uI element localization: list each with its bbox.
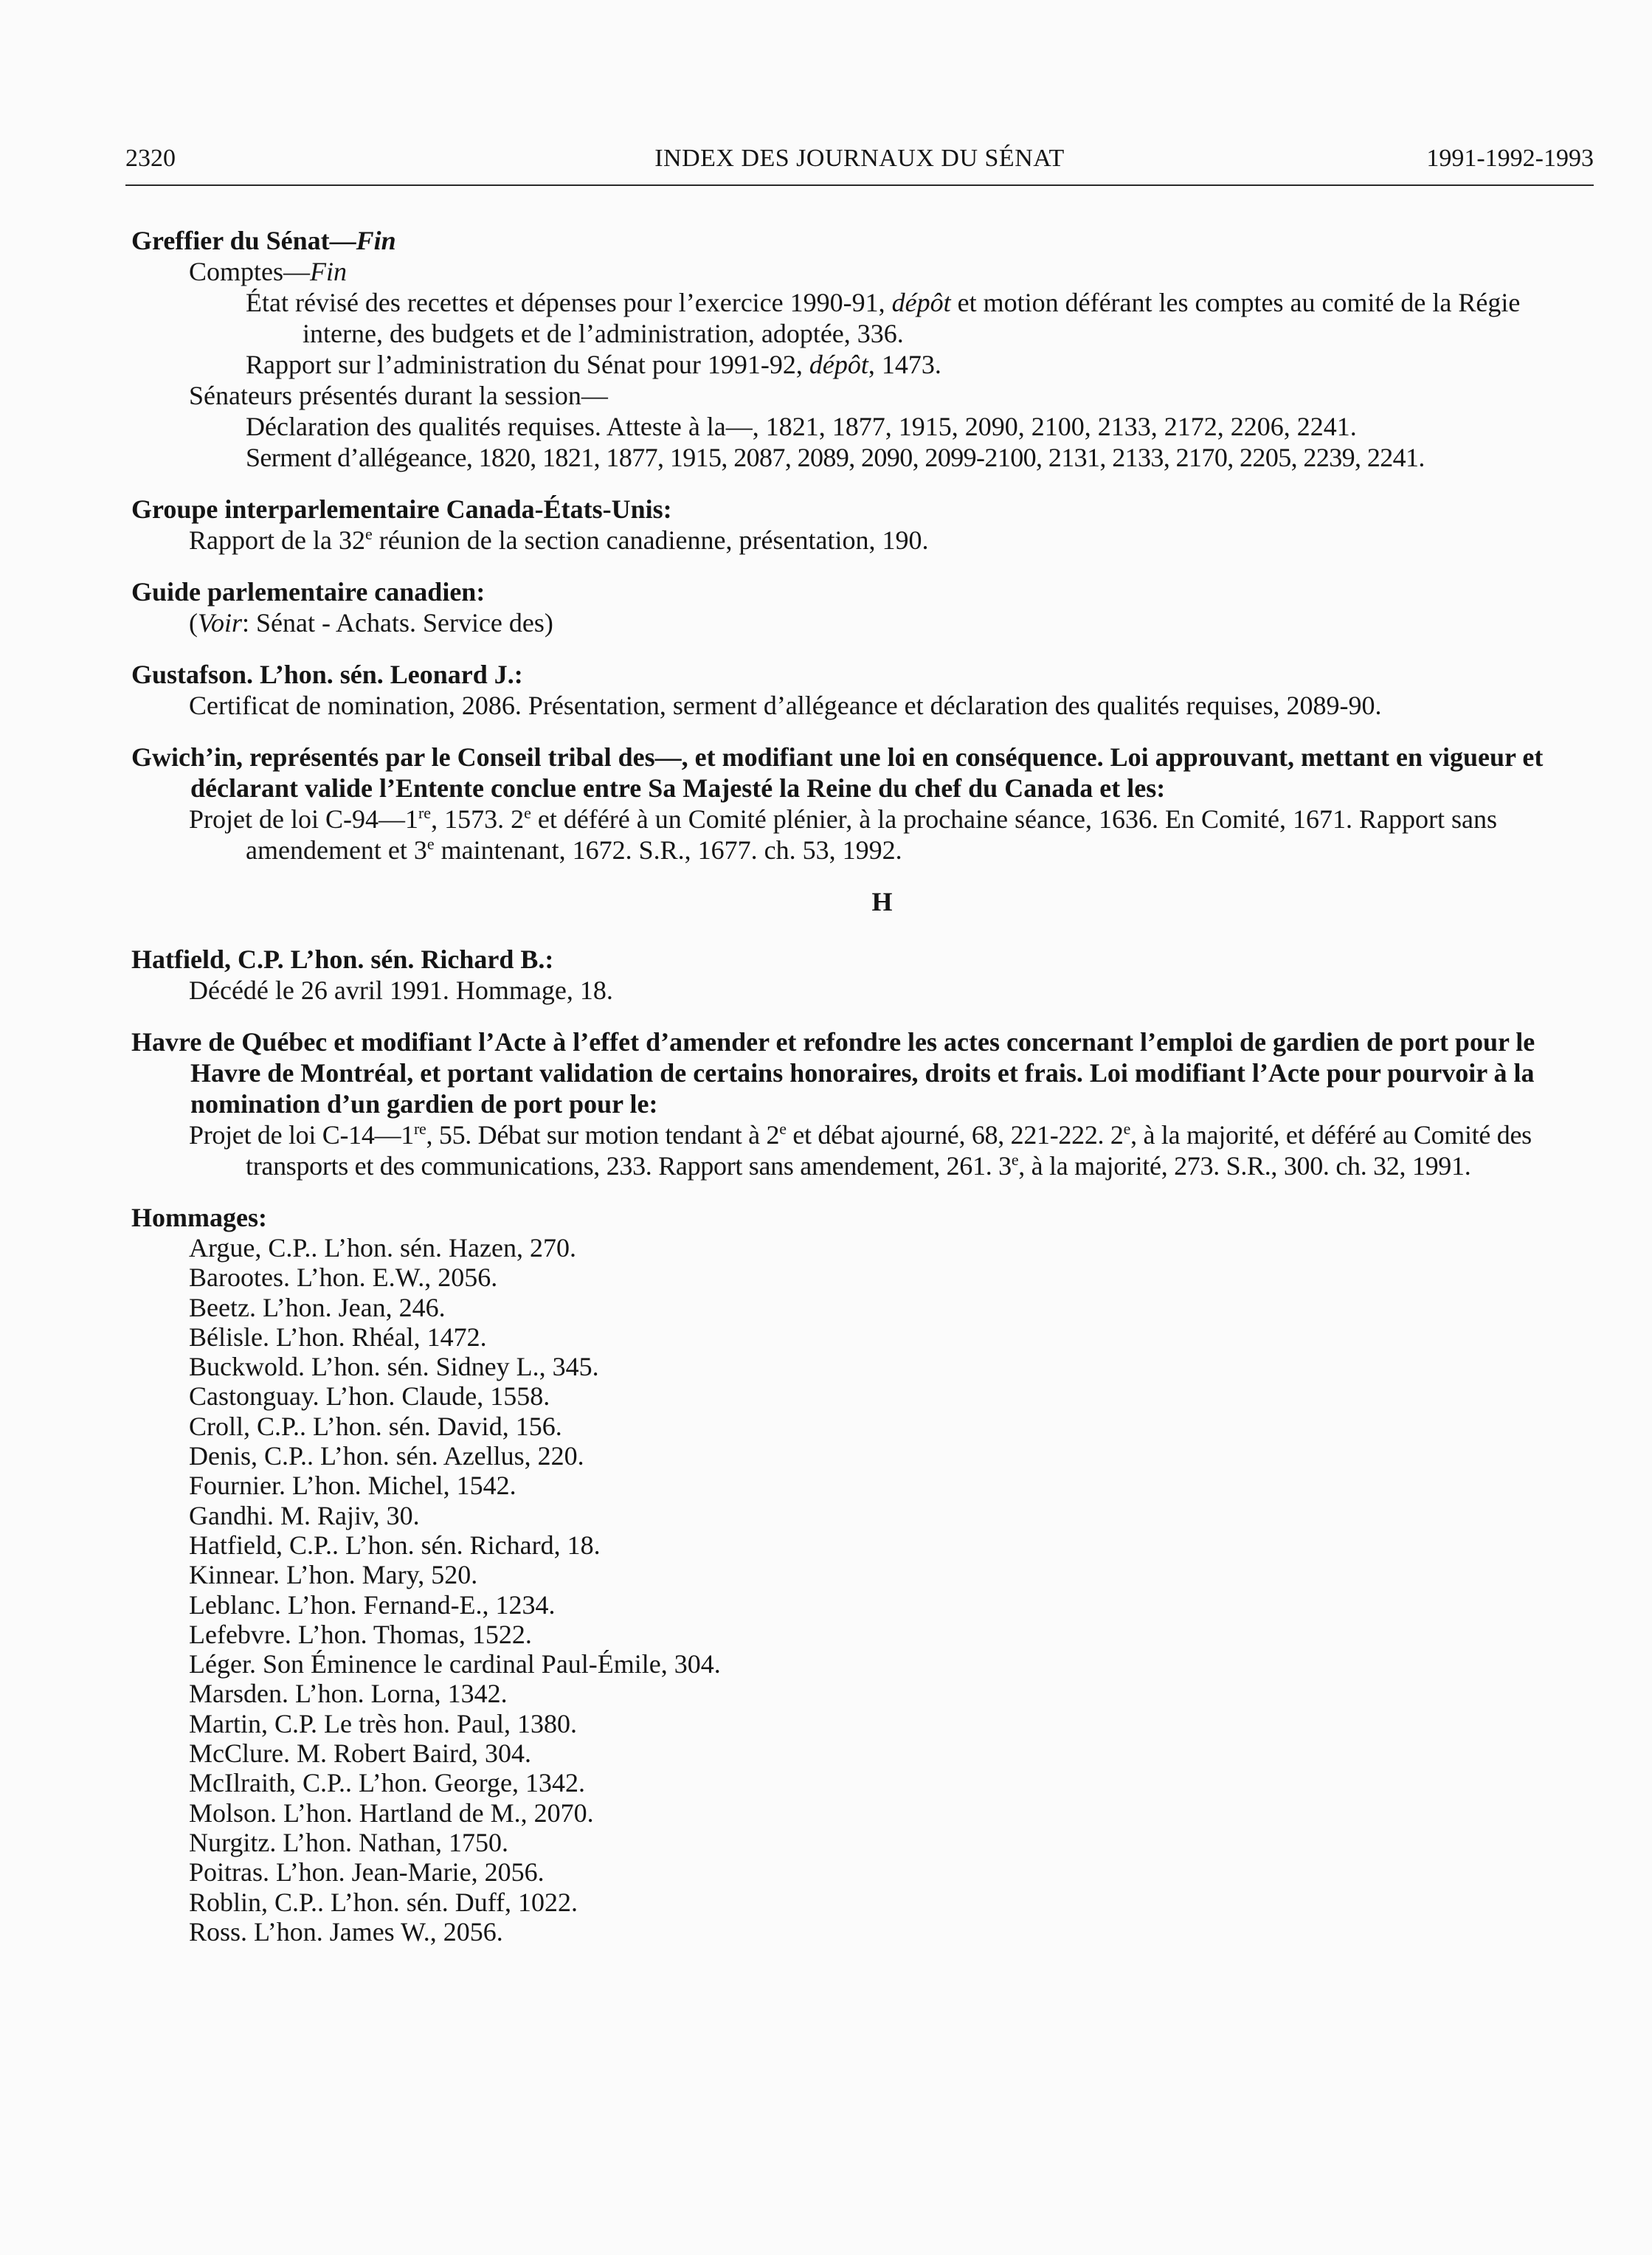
entry-greffier bbox=[131, 225, 1600, 473]
entry-heading: Greffier du Sénat—Fin bbox=[131, 226, 396, 255]
subentry-rapport: Rapport sur l’administration du Sénat pour 1991-92, dépôt, 1473. bbox=[246, 350, 941, 379]
list-item: Bélisle. L’hon. Rhéal, 1472. bbox=[189, 1322, 487, 1352]
entry-heading: Gwich’in, représentés par le Conseil tribal des—, et modifiant une loi en conséquence. Loi approuvant, mettant en vigueur et déclarant valide l’Entente conclue entre Sa Majesté la Reine du chef du Canada et les: bbox=[131, 742, 1544, 803]
page-title: INDEX DES JOURNAUX DU SÉNAT bbox=[654, 145, 1065, 172]
subheading-senateurs: Sénateurs présentés durant la session— bbox=[189, 381, 608, 410]
entry-heading: Gustafson. L’hon. sén. Leonard J.: bbox=[131, 660, 523, 689]
running-header bbox=[125, 140, 1594, 177]
entry-heading: Guide parlementaire canadien: bbox=[131, 577, 485, 607]
list-item: Kinnear. L’hon. Mary, 520. bbox=[189, 1560, 478, 1590]
entry-heading: Groupe interparlementaire Canada-États-Unis: bbox=[131, 494, 672, 524]
index-content bbox=[131, 225, 1600, 1967]
list-item: Argue, C.P.. L’hon. sén. Hazen, 270. bbox=[189, 1233, 576, 1263]
list-item: Hatfield, C.P.. L’hon. sén. Richard, 18. bbox=[189, 1530, 601, 1560]
header-years: 1991-1992-1993 bbox=[1426, 145, 1594, 172]
subentry-rapport: Rapport de la 32e réunion de la section canadienne, présentation, 190. bbox=[189, 525, 929, 555]
subheading-comptes: Comptes—Fin bbox=[189, 257, 348, 286]
list-item: Croll, C.P.. L’hon. sén. David, 156. bbox=[189, 1411, 562, 1441]
entry-groupe bbox=[131, 494, 1600, 556]
entry-heading: Havre de Québec et modifiant l’Acte à l’effet d’amender et refondre les actes concernant l’emploi de gardien de port pour le Havre de Montréal, et portant validation de certains honoraires, droits et frais. Loi modifiant l’Acte pour pourvoir à la nomination d’un gardien de port pour le: bbox=[131, 1027, 1535, 1119]
subentry-serment: Serment d’allégeance, 1820, 1821, 1877, 1915, 2087, 2089, 2090, 2099-2100, 2131, 2133, 2170, 2205, 2239, 2241. bbox=[246, 443, 1425, 472]
list-item: Roblin, C.P.. L’hon. sén. Duff, 1022. bbox=[189, 1887, 578, 1917]
list-item: Buckwold. L’hon. sén. Sidney L., 345. bbox=[189, 1352, 599, 1382]
list-item: Ross. L’hon. James W., 2056. bbox=[189, 1916, 503, 1947]
entry-gwichin bbox=[131, 742, 1600, 866]
list-item: Leblanc. L’hon. Fernand-E., 1234. bbox=[189, 1589, 556, 1620]
subentry-declaration: Déclaration des qualités requises. Atteste à la—, 1821, 1877, 1915, 2090, 2100, 2133, 2172, 2206, 2241. bbox=[246, 412, 1357, 441]
hommages-list bbox=[131, 1233, 1600, 1947]
list-item: Fournier. L’hon. Michel, 1542. bbox=[189, 1471, 516, 1501]
entry-havre bbox=[131, 1026, 1600, 1181]
subentry-etat: État révisé des recettes et dépenses pour l’exercice 1990-91, dépôt et motion déférant les comptes au comité de la Régie interne, des budgets et de l’administration, adoptée, 336. bbox=[246, 288, 1521, 348]
list-item: Marsden. L’hon. Lorna, 1342. bbox=[189, 1679, 508, 1709]
entry-hatfield bbox=[131, 944, 1600, 1006]
list-item: McIlraith, C.P.. L’hon. George, 1342. bbox=[189, 1768, 585, 1798]
cross-reference: (Voir: Sénat - Achats. Service des) bbox=[189, 608, 553, 638]
list-item: Denis, C.P.. L’hon. sén. Azellus, 220. bbox=[189, 1441, 584, 1471]
entry-gustafson bbox=[131, 659, 1600, 721]
section-letter: H bbox=[871, 887, 893, 916]
entry-guide bbox=[131, 576, 1600, 638]
list-item: Léger. Son Éminence le cardinal Paul-Émile, 304. bbox=[189, 1649, 721, 1679]
header-rule bbox=[125, 184, 1594, 186]
list-item: Martin, C.P. Le très hon. Paul, 1380. bbox=[189, 1708, 577, 1738]
list-item: Lefebvre. L’hon. Thomas, 1522. bbox=[189, 1619, 532, 1649]
list-item: Gandhi. M. Rajiv, 30. bbox=[189, 1500, 420, 1530]
list-item: Barootes. L’hon. E.W., 2056. bbox=[189, 1263, 498, 1293]
subentry-certificat: Certificat de nomination, 2086. Présentation, serment d’allégeance et déclaration des qualités requises, 2089-90. bbox=[189, 691, 1382, 720]
list-item: Beetz. L’hon. Jean, 246. bbox=[189, 1292, 446, 1322]
subentry-deces: Décédé le 26 avril 1991. Hommage, 18. bbox=[189, 975, 613, 1005]
subentry-projet-de-loi: Projet de loi C-14—1re, 55. Débat sur motion tendant à 2e et débat ajourné, 68, 221-222. 2e, à la majorité, et déféré au Comité des transports et des communications, 233. Rapport sans amendement, 261. 3e, à la majorité, 273. S.R., 300. ch. 32, 1991. bbox=[189, 1119, 1532, 1181]
entry-hommages bbox=[131, 1202, 1600, 1947]
list-item: Nurgitz. L’hon. Nathan, 1750. bbox=[189, 1827, 508, 1857]
list-item: Molson. L’hon. Hartland de M., 2070. bbox=[189, 1798, 594, 1828]
list-item: McClure. M. Robert Baird, 304. bbox=[189, 1738, 531, 1769]
list-item: Poitras. L’hon. Jean-Marie, 2056. bbox=[189, 1857, 545, 1888]
subentry-projet-de-loi: Projet de loi C-94—1re, 1573. 2e et déféré à un Comité plénier, à la prochaine séance, 1636. En Comité, 1671. Rapport sans amendement et 3e maintenant, 1672. S.R., 1677. ch. 53, 1992. bbox=[189, 804, 1497, 865]
entry-heading: Hatfield, C.P. L’hon. sén. Richard B.: bbox=[131, 945, 554, 974]
entry-heading: Hommages: bbox=[131, 1203, 267, 1232]
list-item: Castonguay. L’hon. Claude, 1558. bbox=[189, 1381, 550, 1412]
page-number: 2320 bbox=[125, 145, 176, 172]
